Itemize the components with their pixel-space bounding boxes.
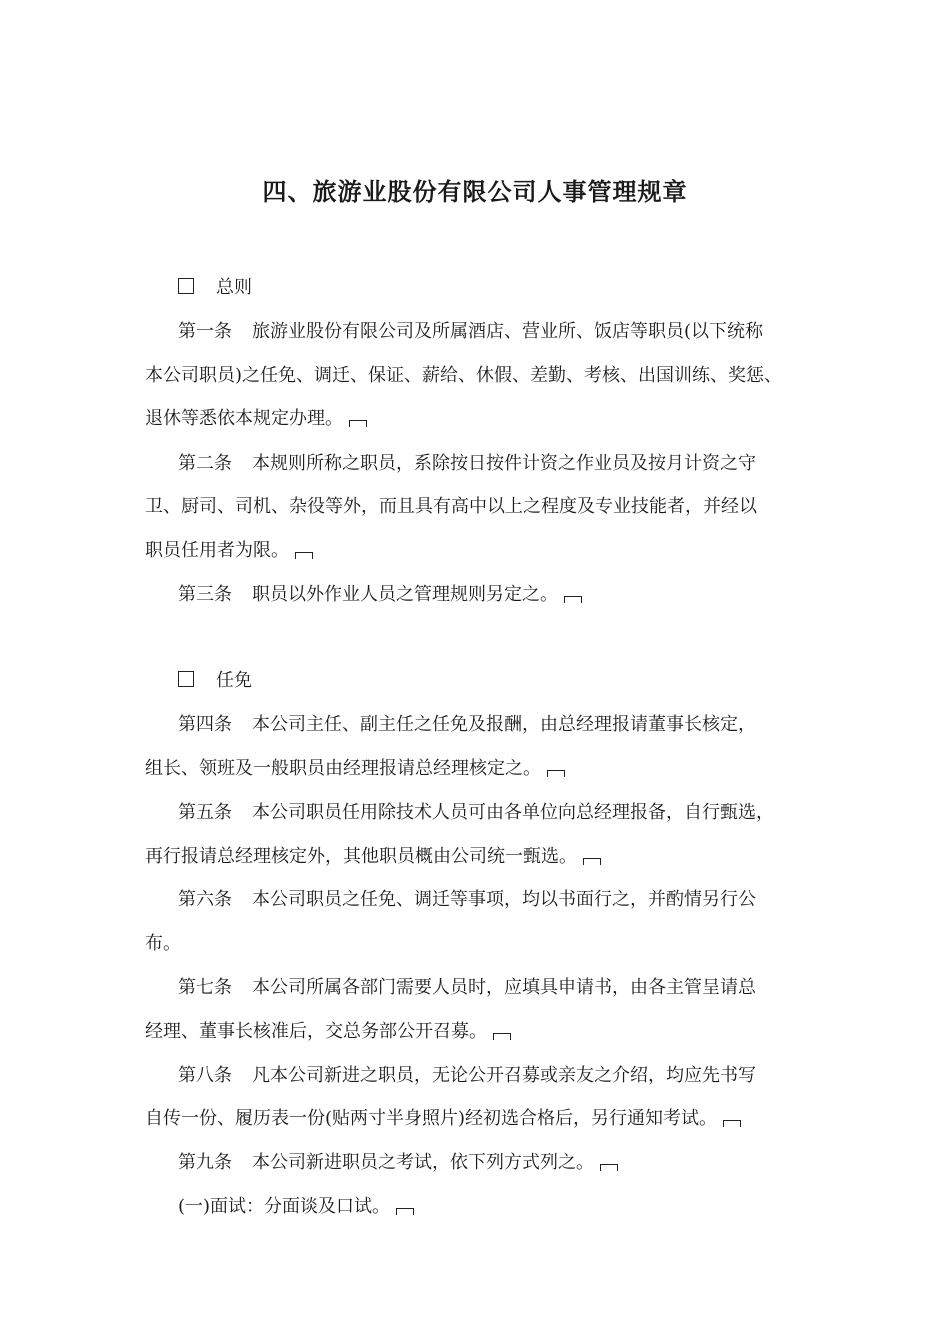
article-2-line-1: 第二条 本规则所称之职员，系除按日按件计资之作业员及按月计资之守 xyxy=(178,453,756,474)
paragraph-mark-icon xyxy=(493,1033,511,1040)
article-label: 第六条 xyxy=(178,889,232,910)
paragraph-mark-icon xyxy=(396,1208,414,1215)
article-label: 第二条 xyxy=(178,453,232,474)
paragraph-mark-icon xyxy=(723,1120,741,1127)
article-7-line-2: 经理、董事长核准后，交总务部公开召募。 xyxy=(145,1020,511,1044)
article-label: 第五条 xyxy=(178,802,232,823)
article-5-line-1: 第五条 本公司职员任用除技术人员可由各单位向总经理报备，自行甄选， xyxy=(178,802,774,823)
article-8-line-2: 自传一份、履历表一份(贴两寸半身照片)经初选合格后，另行通知考试。 xyxy=(145,1107,741,1131)
article-1-line-1: 第一条 旅游业股份有限公司及所属酒店、营业所、饭店等职员(以下统称 xyxy=(178,321,764,342)
article-5-line-2: 再行报请总经理核定外，其他职员概由公司统一甄选。 xyxy=(145,845,601,869)
checkbox-icon xyxy=(178,278,194,294)
article-label: 第九条 xyxy=(178,1152,232,1173)
checkbox-icon xyxy=(178,671,194,687)
article-9-line-1: 第九条 本公司新进职员之考试，依下列方式列之。 xyxy=(178,1151,618,1175)
article-8-line-1: 第八条 凡本公司新进之职员，无论公开召募或亲友之介绍，均应先书写 xyxy=(178,1065,756,1086)
article-1-line-2: 本公司职员)之任免、调迁、保证、薪给、休假、差勤、考核、出国训练、奖惩、 xyxy=(145,365,783,386)
paragraph-mark-icon xyxy=(583,858,601,865)
article-label: 第一条 xyxy=(178,321,232,342)
article-2-line-2: 卫、厨司、司机、杂役等外，而且具有高中以上之程度及专业技能者，并经以 xyxy=(145,496,757,517)
section-heading-appointment: 任免 xyxy=(178,669,252,693)
article-6-line-1: 第六条 本公司职员之任免、调迁等事项，均以书面行之，并酌情另行公 xyxy=(178,889,756,910)
article-2-line-3: 职员任用者为限。 xyxy=(145,539,313,563)
article-label: 第七条 xyxy=(178,977,232,998)
article-label: 第三条 xyxy=(178,584,232,605)
article-4-line-2: 组长、领班及一般职员由经理报请总经理核定之。 xyxy=(145,757,565,781)
paragraph-mark-icon xyxy=(547,770,565,777)
list-item: (一)面试：分面谈及口试。 xyxy=(178,1195,414,1219)
paragraph-mark-icon xyxy=(349,420,367,427)
paragraph-mark-icon xyxy=(295,552,313,559)
article-3-line-1: 第三条 职员以外作业人员之管理规则另定之。 xyxy=(178,583,582,607)
article-7-line-1: 第七条 本公司所属各部门需要人员时，应填具申请书，由各主管呈请总 xyxy=(178,977,756,998)
article-1-line-3: 退休等悉依本规定办理。 xyxy=(145,407,367,431)
article-label: 第八条 xyxy=(178,1065,232,1086)
paragraph-mark-icon xyxy=(600,1164,618,1171)
paragraph-mark-icon xyxy=(564,596,582,603)
document-title: 四、旅游业股份有限公司人事管理规章 xyxy=(262,178,688,206)
article-label: 第四条 xyxy=(178,714,232,735)
article-6-line-2: 布。 xyxy=(145,933,181,954)
article-4-line-1: 第四条 本公司主任、副主任之任免及报酬，由总经理报请董事长核定， xyxy=(178,714,756,735)
section-heading-general: 总则 xyxy=(178,276,252,300)
